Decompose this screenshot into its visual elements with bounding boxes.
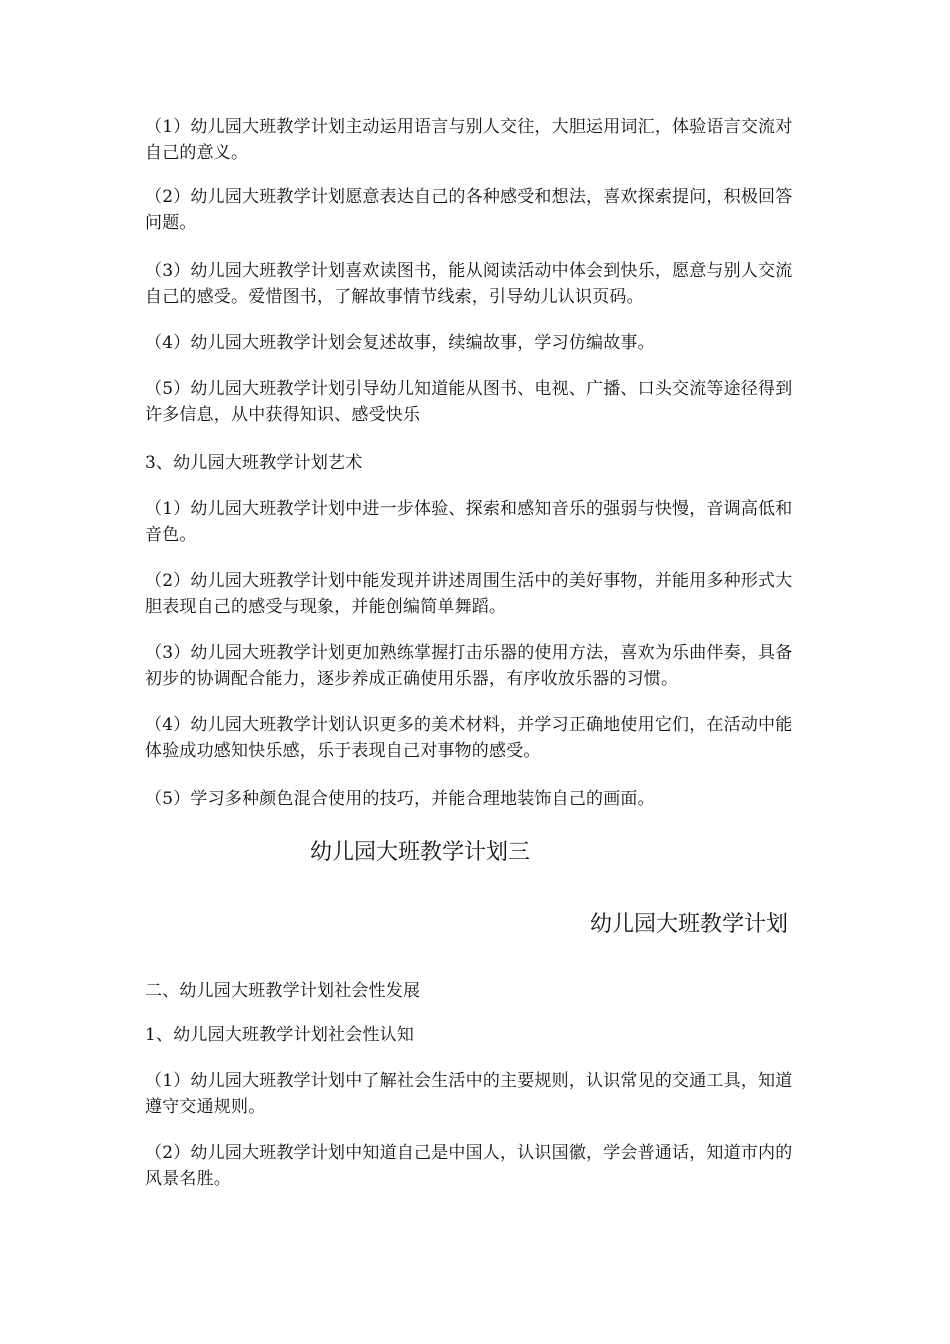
social-item-1: （1）幼儿园大班教学计划中了解社会生活中的主要规则，认识常见的交通工具，知道遵守交通规则。 xyxy=(145,1071,793,1117)
language-item-2: （2）幼儿园大班教学计划愿意表达自己的各种感受和想法，喜欢探索提问，积极回答问题。 xyxy=(145,187,793,233)
art-item-3: （3）幼儿园大班教学计划更加熟练掌握打击乐器的使用方法，喜欢为乐曲伴奏，具备初步的协调配合能力，逐步养成正确使用乐器，有序收放乐器的习惯。 xyxy=(145,643,793,689)
language-item-3: （3）幼儿园大班教学计划喜欢读图书，能从阅读活动中体会到快乐，愿意与别人交流自己的感受。爱惜图书，了解故事情节线索，引导幼儿认识页码。 xyxy=(145,261,793,307)
social-item-2: （2）幼儿园大班教学计划中知道自己是中国人，认识国徽，学会普通话，知道市内的风景名胜。 xyxy=(145,1143,793,1189)
section-title: 幼儿园大班教学计划三 xyxy=(310,840,531,865)
language-item-4: （4）幼儿园大班教学计划会复述故事，续编故事，学习仿编故事。 xyxy=(145,333,655,353)
social-heading: 二、幼儿园大班教学计划社会性发展 xyxy=(145,981,421,1001)
art-item-1: （1）幼儿园大班教学计划中进一步体验、探索和感知音乐的强弱与快慢，音调高低和音色。 xyxy=(145,499,793,545)
language-item-5: （5）幼儿园大班教学计划引导幼儿知道能从图书、电视、广播、口头交流等途径得到许多信息，从中获得知识、感受快乐 xyxy=(145,379,793,425)
art-heading: 3、幼儿园大班教学计划艺术 xyxy=(145,453,363,473)
art-item-5: （5）学习多种颜色混合使用的技巧，并能合理地装饰自己的画面。 xyxy=(145,789,655,809)
social-subheading: 1、幼儿园大班教学计划社会性认知 xyxy=(145,1025,415,1045)
art-item-2: （2）幼儿园大班教学计划中能发现并讲述周围生活中的美好事物，并能用多种形式大胆表现自己的感受与现象，并能创编简单舞蹈。 xyxy=(145,571,793,617)
section-subtitle: 幼儿园大班教学计划 xyxy=(590,912,789,937)
art-item-4: （4）幼儿园大班教学计划认识更多的美术材料，并学习正确地使用它们，在活动中能体验成功感知快乐感，乐于表现自己对事物的感受。 xyxy=(145,715,793,761)
language-item-1: （1）幼儿园大班教学计划主动运用语言与别人交往，大胆运用词汇，体验语言交流对自己的意义。 xyxy=(145,117,793,163)
